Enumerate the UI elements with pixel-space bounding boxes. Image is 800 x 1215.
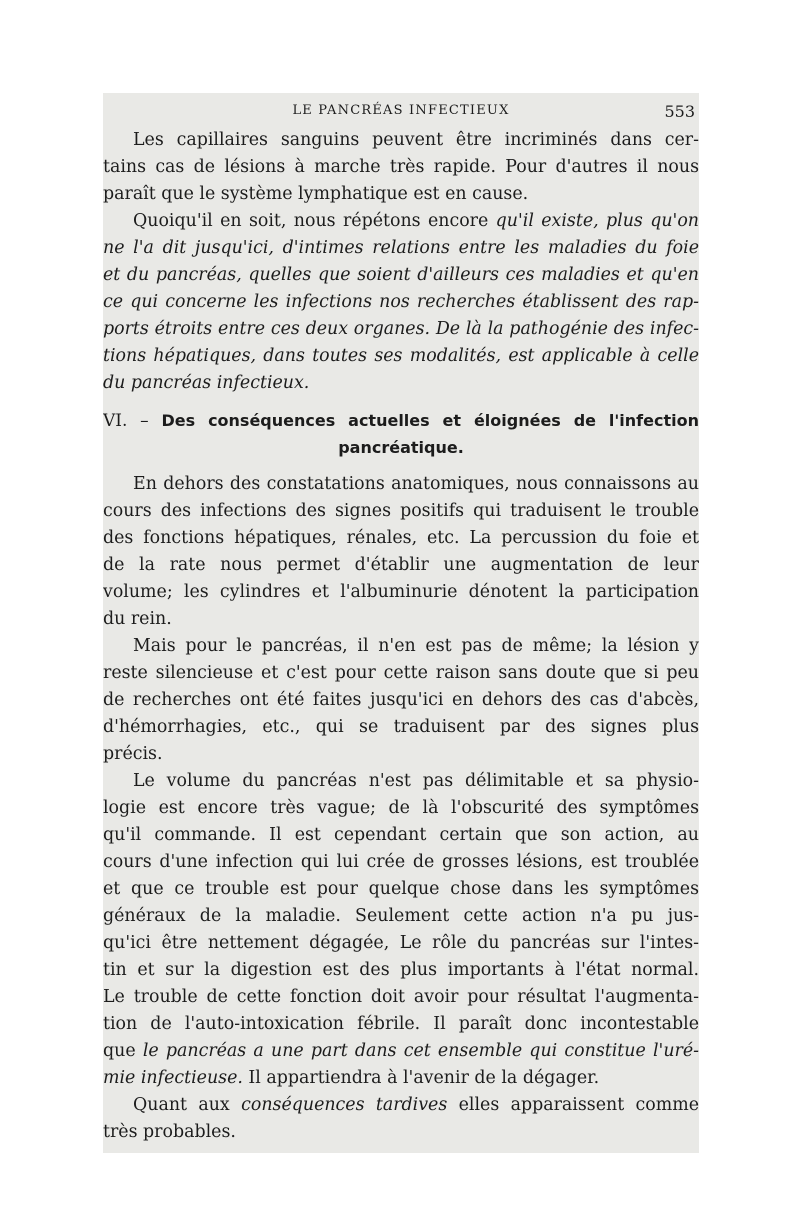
- text-line: Les capillaires sanguins peuvent être incriminés dans cer-: [133, 130, 699, 150]
- text-line: du pancréas infectieux.: [103, 373, 310, 393]
- text-line: reste silencieuse et c'est pour cette raison sans doute que si peu: [103, 663, 699, 683]
- text-line: logie est encore très vague; de là l'obscurité des symptômes: [103, 798, 699, 818]
- text-line: Le volume du pancréas n'est pas délimitable et sa physio-: [133, 771, 699, 791]
- text-line: du rein.: [103, 609, 172, 629]
- text-line: qu'il commande. Il est cependant certain que son action, au: [103, 825, 699, 845]
- section-number: VI. –: [103, 411, 149, 431]
- italic-text: conséquences tardives: [241, 1095, 448, 1115]
- text-line: précis.: [103, 744, 163, 764]
- section-title-line: pancréatique.: [338, 438, 464, 457]
- italic-text: le pancréas a une part dans cet ensemble qui constitue l'uré-: [142, 1041, 699, 1061]
- section-heading: [103, 407, 699, 461]
- text-line: ports étroits entre ces deux organes. De là la pathogénie des infec-: [103, 319, 699, 339]
- running-head: [103, 103, 699, 125]
- italic-text: qu'il existe, plus qu'on: [495, 211, 699, 231]
- text-line: et que ce trouble est pour quelque chose dans les symptômes: [103, 879, 699, 899]
- text-line: cours des infections des signes positifs qui traduisent le trouble: [103, 501, 699, 521]
- text-line: volume; les cylindres et l'albuminurie dénotent la participation: [103, 582, 699, 602]
- text-line: ne l'a dit jusqu'ici, d'intimes relations entre les maladies du foie: [103, 238, 699, 258]
- paragraph-3: [103, 471, 699, 633]
- roman-text: elles apparaissent comme: [458, 1095, 699, 1115]
- text-line: généraux de la maladie. Seulement cette action n'a pu jus-: [103, 906, 699, 926]
- roman-text: que: [103, 1041, 136, 1061]
- text-line: cours d'une infection qui lui crée de grosses lésions, est troublée: [103, 852, 699, 872]
- text-line: En dehors des constatations anatomiques, nous connaissons au: [133, 474, 699, 494]
- text-line: paraît que le système lymphatique est en cause.: [103, 184, 529, 204]
- roman-text: Il appartiendra à l'avenir de la dégager.: [248, 1068, 600, 1088]
- text-line: de la rate nous permet d'établir une augmentation de leur: [103, 555, 699, 575]
- paragraph-4: [103, 633, 699, 768]
- section-title: Des conséquences actuelles et éloignées de l'infection: [161, 411, 699, 430]
- italic-text: mie infectieuse.: [103, 1068, 243, 1088]
- text-line: [103, 1065, 699, 1092]
- text-line: tion de l'auto-intoxication fébrile. Il paraît donc incontestable: [103, 1014, 699, 1034]
- text-line: et du pancréas, quelles que soient d'ailleurs ces maladies et qu'en: [103, 265, 699, 285]
- roman-text: Quoiqu'il en soit, nous répétons encore: [133, 211, 489, 231]
- paragraph-2: [103, 208, 699, 397]
- text-line: tains cas de lésions à marche très rapide. Pour d'autres il nous: [103, 157, 699, 177]
- text-line: Le trouble de cette fonction doit avoir pour résultat l'augmenta-: [103, 987, 699, 1007]
- text-line: tions hépatiques, dans toutes ses modalités, est applicable à celle: [103, 346, 699, 366]
- text-line: des fonctions hépatiques, rénales, etc. La percussion du foie et: [103, 528, 699, 548]
- text-line: de recherches ont été faites jusqu'ici en dehors des cas d'abcès,: [103, 690, 699, 710]
- text-line: [103, 208, 699, 235]
- paragraph-6: [103, 1092, 699, 1146]
- paragraph-1: [103, 127, 699, 208]
- text-line: [103, 1092, 699, 1119]
- section-title-line: [103, 407, 699, 434]
- running-title: LE PANCRÉAS INFECTIEUX: [292, 103, 510, 118]
- text-line: d'hémorrhagies, etc., qui se traduisent par des signes plus: [103, 717, 699, 737]
- text-line: [103, 1038, 699, 1065]
- text-line: Mais pour le pancréas, il n'en est pas de même; la lésion y: [133, 636, 699, 656]
- roman-text: Quant aux: [133, 1095, 230, 1115]
- page-body: [103, 127, 699, 1146]
- book-page: [103, 93, 699, 1153]
- text-line: très probables.: [103, 1122, 236, 1142]
- paragraph-5: [103, 768, 699, 1092]
- text-line: tin et sur la digestion est des plus importants à l'état normal.: [103, 960, 699, 980]
- text-line: ce qui concerne les infections nos recherches établissent des rap-: [103, 292, 699, 312]
- page-number: 553: [664, 102, 695, 121]
- text-line: qu'ici être nettement dégagée, Le rôle du pancréas sur l'intes-: [103, 933, 699, 953]
